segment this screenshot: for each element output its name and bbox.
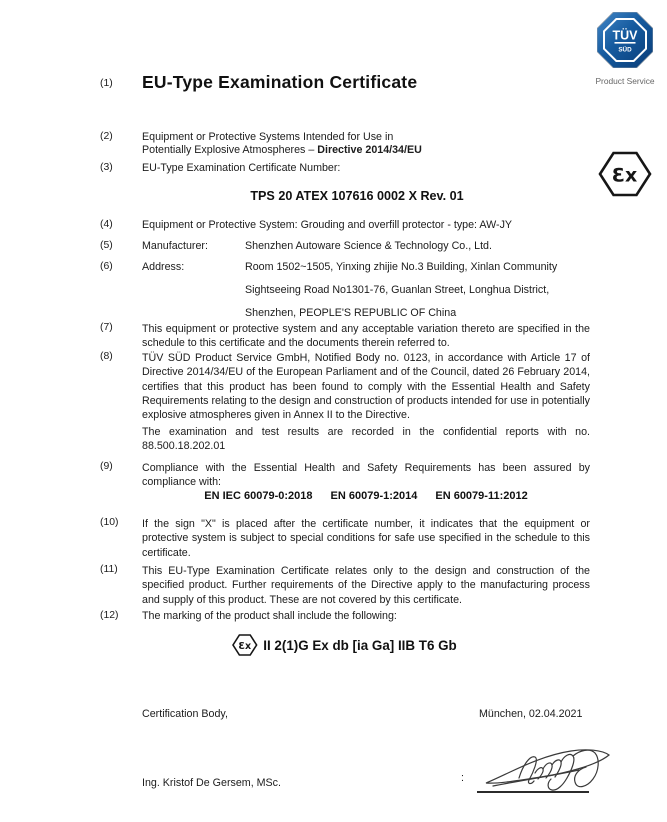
tuv-sud-logo [590, 12, 660, 86]
address-label: Address: [142, 261, 185, 273]
item-number-11: (11) [100, 564, 118, 575]
ex-glyph-small: Ɛx [238, 640, 252, 652]
item-number-1: (1) [100, 78, 113, 89]
manufacturer-label: Manufacturer: [142, 240, 208, 252]
item-number-8: (8) [100, 351, 113, 362]
signatory-name: Ing. Kristof De Gersem, MSc. [142, 777, 281, 789]
place-date: München, 02.04.2021 [479, 708, 583, 720]
address-line1: Room 1502~1505, Yinxing zhijie No.3 Building, Xinlan Community [245, 261, 558, 273]
tuv-sud-octagon-icon [597, 12, 653, 68]
ex-glyph: Ɛx [611, 164, 638, 187]
item-number-6: (6) [100, 261, 113, 272]
certificate-number: TPS 20 ATEX 107616 0002 X Rev. 01 [250, 189, 464, 203]
item-10-text: If the sign "X" is placed after the certificate number, it indicates that the equipment or protective system is subject to special conditions for safe use specified in the schedule to this certificate. [142, 518, 590, 559]
item-2-text [142, 131, 590, 158]
sud-text: SÜD [618, 46, 632, 54]
item-number-3: (3) [100, 162, 113, 173]
ex-mark-icon [596, 150, 654, 198]
item-number-2: (2) [100, 131, 113, 142]
standard-2: EN 60079-1:2014 [330, 490, 418, 502]
standard-3: EN 60079-11:2012 [435, 490, 528, 502]
manufacturer-value: Shenzhen Autoware Science & Technology Co., Ltd. [245, 240, 492, 252]
item-number-4: (4) [100, 219, 113, 230]
address-line2: Sightseeing Road No1301-76, Guanlan Street, Longhua District, [245, 284, 550, 296]
item-8-paragraph2: The examination and test results are recorded in the confidential reports with no. 88.500.18.202.01 [142, 426, 590, 453]
signature-colon: : [461, 772, 464, 784]
standard-1: EN IEC 60079-0:2018 [204, 490, 313, 502]
item-number-10: (10) [100, 517, 119, 528]
tuv-text: TÜV [612, 28, 638, 43]
item-number-12: (12) [100, 610, 119, 621]
ex-mark-small-icon [231, 633, 259, 657]
standards-list [142, 490, 590, 502]
item-number-5: (5) [100, 240, 113, 251]
item-8-paragraph1: TÜV SÜD Product Service GmbH, Notified Body no. 0123, in accordance with Article 17 of Directive 2014/34/EU of the European Parliament and of the Council, dated 26 February 2014, certifies that this product has been found to comply with the Essential Health and Safety Requirements relating to the design and construction of products intended for use in potentially explosive atmospheres given in Annex II to the Directive. [142, 352, 590, 422]
page-title: EU-Type Examination Certificate [142, 72, 418, 92]
signature-image [483, 743, 613, 795]
item-7-text: This equipment or protective system and any acceptable variation thereto are specified in the schedule to this certificate and the documents therein referred to. [142, 323, 590, 350]
item-2-line2-normal: Potentially Explosive Atmospheres – [142, 144, 318, 157]
item-11-text: This EU-Type Examination Certificate relates only to the design and construction of the specified product. Further requirements of the Directive apply to the manufacturing process and supply of this product. These are not covered by this certificate. [142, 565, 590, 606]
marking-code: II 2(1)G Ex db [ia Ga] IIB T6 Gb [263, 637, 457, 653]
item-2-line1: Equipment or Protective Systems Intended for Use in [142, 131, 394, 143]
certification-body-label: Certification Body, [142, 708, 228, 720]
item-4-text: Equipment or Protective System: Grouding and overfill protector - type: AW-JY [142, 219, 513, 231]
product-service-caption: Product Service [595, 76, 655, 86]
item-2-line2 [142, 144, 590, 157]
product-marking [120, 633, 568, 657]
item-3-text: EU-Type Examination Certificate Number: [142, 162, 341, 174]
item-2-line2-directive: Directive 2014/34/EU [317, 144, 422, 157]
item-12-text: The marking of the product shall include the following: [142, 610, 397, 622]
item-9-text: Compliance with the Essential Health and Safety Requirements has been assured by compliance with: [142, 462, 590, 489]
item-number-9: (9) [100, 461, 113, 472]
item-number-7: (7) [100, 322, 113, 333]
signature-line [477, 791, 589, 793]
address-line3: Shenzhen, PEOPLE'S REPUBLIC OF China [245, 307, 457, 319]
